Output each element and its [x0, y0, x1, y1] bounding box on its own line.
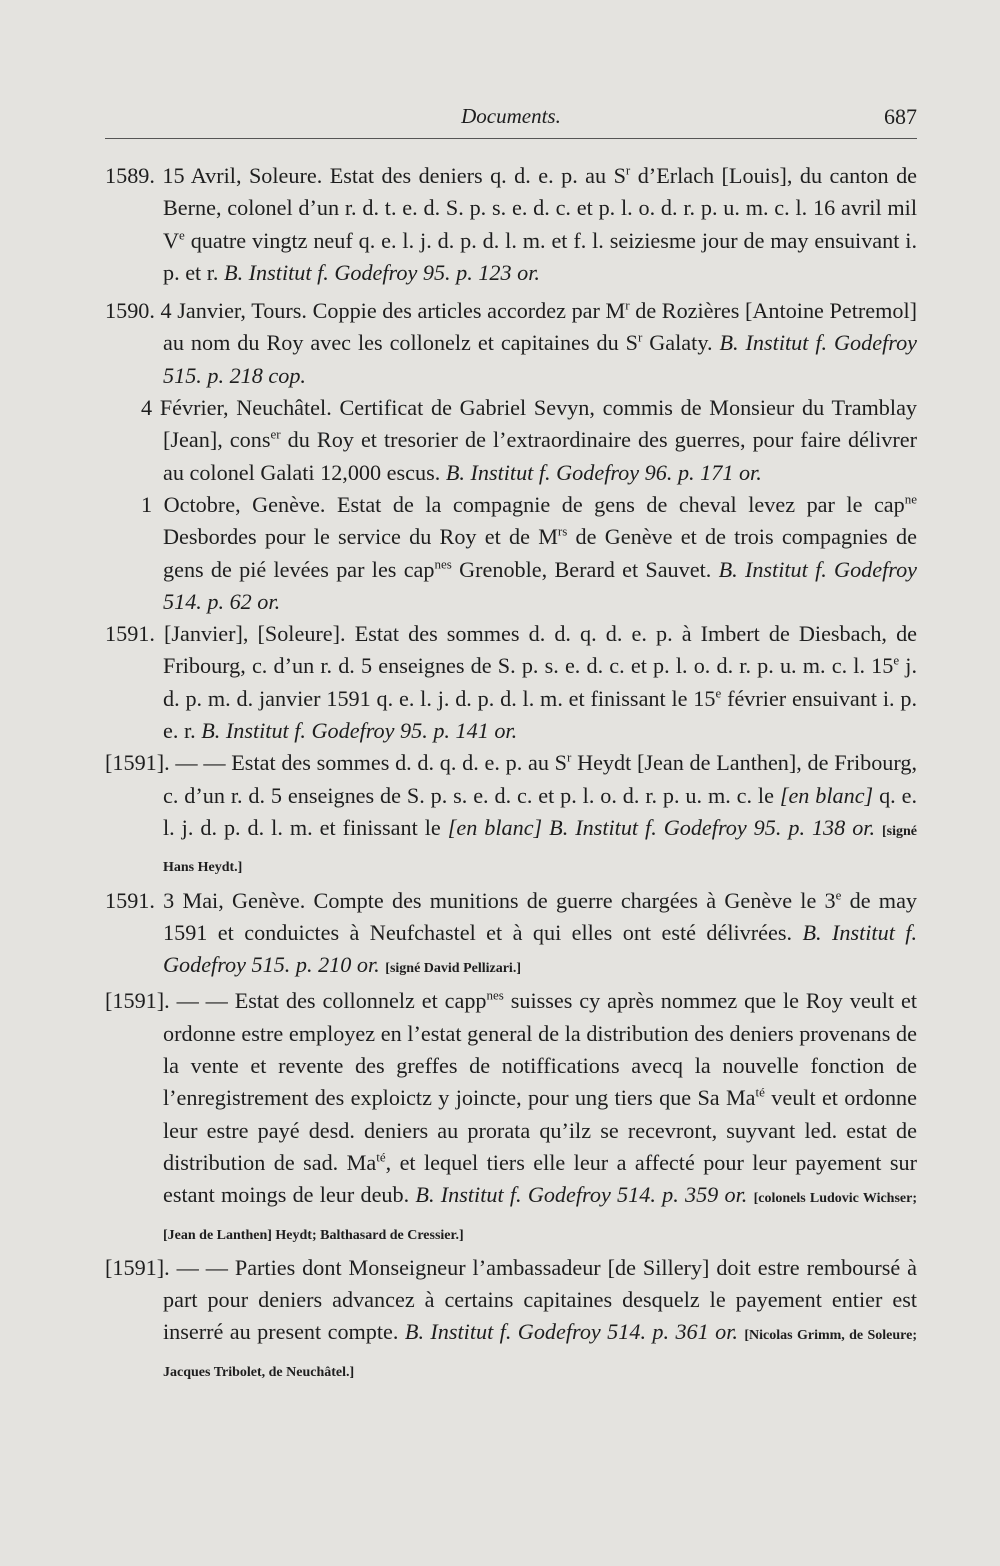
entry-date: 4 Février, Neuchâtel.	[141, 395, 332, 421]
entry-reference: B. Institut f. Godefroy 515. p. 218 cop.	[163, 330, 918, 388]
running-title: Documents.	[461, 104, 561, 128]
entry-date: 1 Octobre, Genève.	[141, 491, 326, 517]
entry-text: Estat des sommes d. d. q. d. e. p. au S	[231, 750, 567, 776]
entry-date: 1589. 15 Avril, Soleure.	[105, 163, 323, 188]
entry-text: Estat des sommes d. d. q. d. e. p. à Imbert de Diesbach, de Fribourg, c. d’un r. d. 5 enseignes de S. p. s. e. d. c. et p. l. o. d. r. p. u. m. c. l. 15	[163, 621, 918, 679]
entry-note: [Nicolas Grimm, de Soleure; Jacques Tribolet, de Neuchâtel.]	[163, 1328, 918, 1380]
entry-text: Certificat de Gabriel Sevyn, commis de Monsieur du Tramblay [Jean], cons	[163, 395, 918, 453]
entry-reference: B. Institut f. Godefroy 514. p. 359 or.	[415, 1182, 748, 1208]
entry-note: [colonels Ludovic Wichser; [Jean de Lanthen] Heydt; Balthasard de Cressier.]	[163, 1191, 918, 1243]
entry-date: [1591]. — —	[105, 988, 228, 1014]
entry-1589-avril: 1589. 15 Avril, Soleure. Estat des deniers q. d. e. p. au $S^r$ d’Erlach [Louis], du canton de Berne, colonel d’un r. d. t. e. d. S. p. s. e. d. c. et p. l. o. d. r. p. u. m. c. l. 16 avril mil Ve quatre vingtz neuf q. e. l. j. d. p. d. l. m. et f. l. seiziesme jour de may ensuivant i. p. et r. B. Institut f. Godefroy 95. p. 123 or.	[105, 162, 918, 285]
entry-date: 1591. 3 Mai, Genève.	[105, 887, 306, 913]
page-number: 687	[884, 104, 917, 129]
entry-text: Estat des deniers q. d. e. p. au S	[329, 163, 626, 188]
entry-note: [signé Hans Heydt.]	[163, 823, 917, 876]
entry-reference: B. Institut f. Godefroy 514. p. 361 or.	[404, 1319, 738, 1345]
entry-1591-collonnelz: [1591]. — — Estat des collonnelz et capp$^{nes}$ suisses cy après nommez que le Roy veult et ordonne estre employez en l’estat general de la distribution des deniers provenans de la vente et revente des greffes de notiffications avecq la nouvelle fonction de l’enregistrement des exploictz y joincte, pour ung tiers que Sa $Ma^{té}$ veult et ordonne leur estre payé desd. deniers au prorata qu’ilz se recevront, suyvant led. estat de distribution de sad. $Ma^{té}$, et lequel tiers elle leur a affecté pour leur payement sur estant moings de leur deub. B. Institut f. Godefroy 514. p. 359 or. [colonels Ludovic Wichser; [Jean de Lanthen] Heydt; Balthasard de Cressier.]	[105, 988, 918, 1243]
entry-1591-heydt: [1591]. — — Estat des sommes d. d. q. d. e. p. au $S^r$ Heydt [Jean de Lanthen], de Fribourg, c. d’un r. d. 5 enseignes de S. p. s. e. d. c. et p. l. o. d. r. p. u. m. c. le [en blanc] q. e. l. j. d. p. d. l. m. et finissant le [en blanc] B. Institut f. Godefroy 95. p. 138 or. [signé Hans Heydt.]	[105, 749, 918, 876]
header-rule	[105, 138, 917, 139]
entry-reference: B. Institut f. Godefroy 515. p. 210 or.	[163, 919, 917, 978]
entry-date: 1591. [Janvier], [Soleure].	[105, 621, 346, 647]
entry-reference: B. Institut f. Godefroy 514. p. 62 or.	[163, 556, 918, 614]
entry-1590-octobre: 1 Octobre, Genève. Estat de la compagnie de gens de cheval levez par le cap$^{ne}$ Desbordes pour le service du Roy et de $M^{rs}$ de Genève et de trois compagnies de gens de pié levées par les cap$^{nes}$ Grenoble, Berard et Sauvet. B. Institut f. Godefroy 514. p. 62 or.	[141, 491, 918, 614]
entry-1591-mai: 1591. 3 Mai, Genève. Compte des munitions de guerre chargées à Genève le 3e de may 1591 et conduictes à Neufchastel et à qui elles ont esté délivrées. B. Institut f. Godefroy 515. p. 210 or. [signé David Pellizari.]	[105, 887, 918, 978]
entry-1590-janvier: 1590. 4 Janvier, Tours. Coppie des articles accordez par $M^r$ de Rozières [Antoine Petremol] au nom du Roy avec les collonelz et capitaines du $S^r$ Galaty. B. Institut f. Godefroy 515. p. 218 cop.	[105, 297, 918, 388]
entry-date: 1590. 4 Janvier, Tours.	[105, 298, 307, 324]
entry-date: [1591]. — —	[105, 1254, 228, 1280]
page-header	[105, 104, 917, 140]
entry-text: Compte des munitions de guerre chargées à Genève le 3	[313, 887, 836, 913]
entry-reference: B. Institut f. Godefroy 96. p. 171 or.	[445, 459, 762, 485]
document-body	[105, 160, 917, 1389]
entry-1590-fevrier: 4 Février, Neuchâtel. Certificat de Gabriel Sevyn, commis de Monsieur du Tramblay [Jean], cons$^{er}$ du Roy et tresorier de l’extraordinaire des guerres, pour faire délivrer au colonel Galati 12,000 escus. B. Institut f. Godefroy 96. p. 171 or.	[141, 395, 918, 485]
entry-reference: B. Institut f. Godefroy 95. p. 141 or.	[201, 718, 518, 744]
entry-reference: B. Institut f. Godefroy 95. p. 123 or.	[224, 259, 540, 285]
entry-text: Estat de la compagnie de gens de cheval levez par le cap	[336, 491, 905, 517]
entry-1591-janvier: 1591. [Janvier], [Soleure]. Estat des sommes d. d. q. d. e. p. à Imbert de Diesbach, de Fribourg, c. d’un r. d. 5 enseignes de S. p. s. e. d. c. et p. l. o. d. r. p. u. m. c. l. 15e j. d. p. m. d. janvier 1591 q. e. l. j. d. p. d. l. m. et finissant le 15e février ensuivant i. p. e. r. B. Institut f. Godefroy 95. p. 141 or.	[105, 621, 918, 744]
entry-text: Parties dont Monseigneur l’ambassadeur [de Sillery] doit estre remboursé à part pour deniers advancez à certains capitaines desquelz le payement entier est inserré au present compte.	[163, 1254, 917, 1345]
entry-note: [signé David Pellizari.]	[385, 961, 521, 977]
entry-text: Coppie des articles accordez par M	[312, 298, 626, 324]
entry-1591-parties	[105, 1252, 917, 1389]
entry-text: Estat des collonnelz et capp	[234, 988, 487, 1014]
entry-date: [1591]. — —	[105, 750, 226, 776]
entry-reference: B. Institut f. Godefroy 95. p. 138 or.	[549, 814, 876, 840]
